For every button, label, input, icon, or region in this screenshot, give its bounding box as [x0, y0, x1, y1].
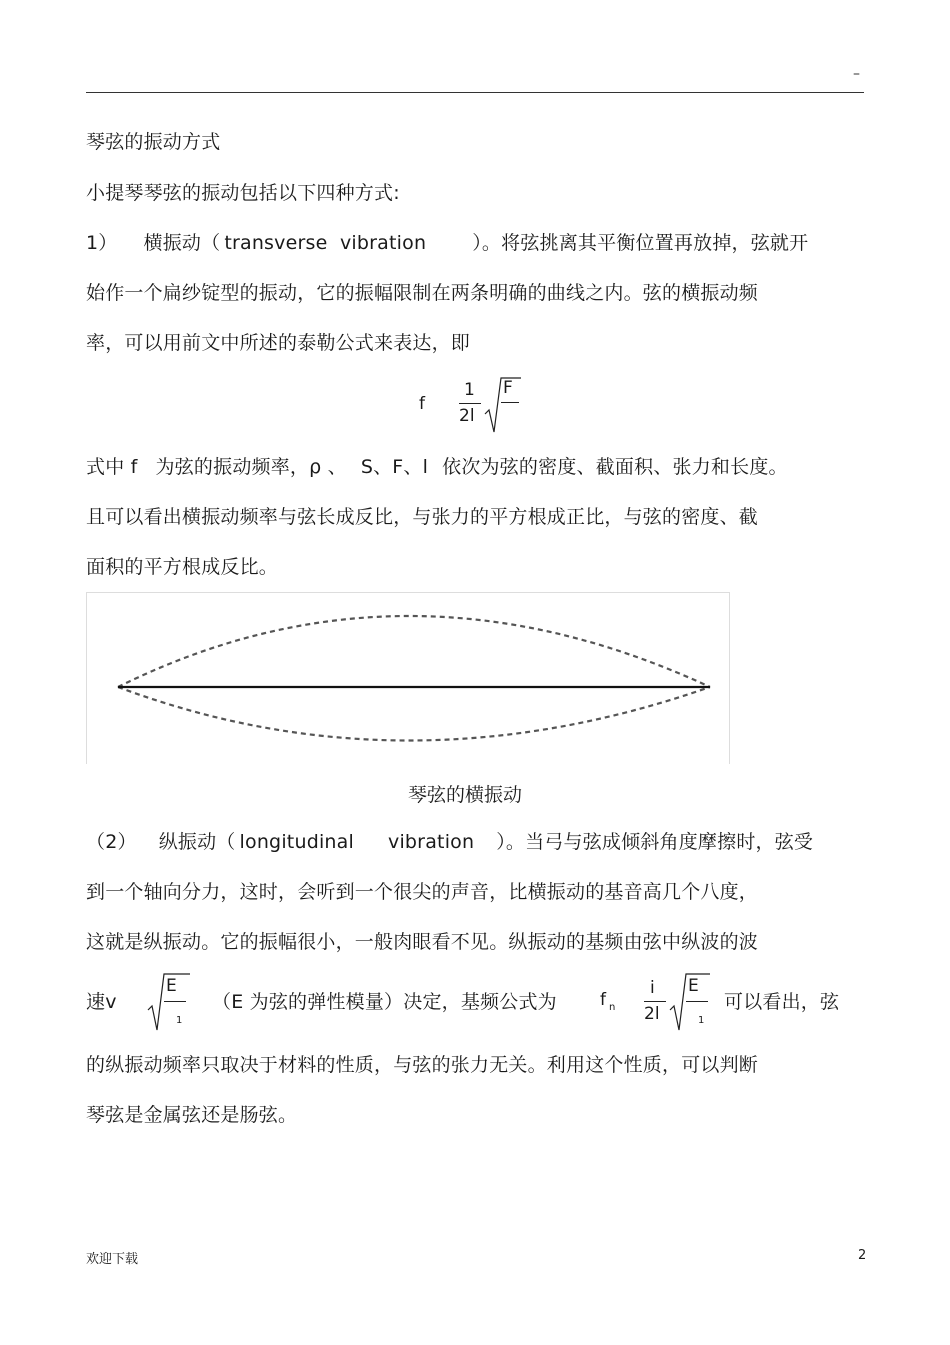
- p3-label: 纵振动（: [158, 831, 236, 853]
- p2-line3: 面积的平方根成反比。: [86, 556, 279, 578]
- p1-line1: [86, 231, 808, 255]
- formula1-inner-bar: [501, 402, 519, 403]
- p3-term2: vibration: [388, 831, 475, 853]
- footer-download-text: 欢迎下载: [86, 1252, 139, 1267]
- formula2-sub: 1: [176, 1015, 183, 1026]
- p3-line1: [86, 830, 813, 854]
- p3-num: （2）: [86, 831, 137, 853]
- p1-line2: 始作一个扁纱锭型的振动，它的振幅限制在两条明确的曲线之内。弦的横振动频: [86, 282, 759, 304]
- p3-term1: longitudinal: [239, 831, 354, 853]
- formula3-f: f: [600, 990, 606, 1010]
- p3-close: ）。当弓与弦成倾斜角度摩擦时，弦受: [496, 831, 814, 853]
- p2-line1d: 依次为弦的密度、截面积、张力和长度。: [442, 456, 788, 478]
- formula-wave-speed: [146, 970, 192, 1032]
- p3-line6: 琴弦是金属弦还是肠弦。: [86, 1104, 298, 1126]
- formula1-f: f: [419, 394, 425, 414]
- formula-longitudinal-frequency: [598, 970, 716, 1032]
- formula1-fraction-bar: [459, 403, 481, 404]
- p3-line4c: 可以看出，弦: [724, 991, 840, 1013]
- formula2-inner-bar: [164, 1001, 186, 1002]
- formula2-radicand: E: [166, 976, 177, 996]
- figure-caption: 琴弦的横振动: [408, 784, 523, 806]
- formula3-den: 2l: [644, 1004, 660, 1024]
- p2-line1b: 为弦的振动频率，ρ 、: [155, 456, 347, 478]
- page-number: 2: [858, 1248, 867, 1263]
- formula-taylor: [417, 372, 527, 434]
- p3-line2: 到一个轴向分力，这时，会听到一个很尖的声音，比横振动的基音高几个八度，: [86, 881, 759, 903]
- formula3-fsub: n: [609, 1002, 616, 1013]
- section-title: 琴弦的振动方式: [86, 131, 221, 153]
- header-mark: –: [853, 66, 860, 82]
- formula3-inner-bar: [686, 1001, 708, 1002]
- p2-line1a: 式中 f: [86, 456, 138, 478]
- header-rule: [86, 92, 864, 93]
- formula3-fraction-bar: [644, 1001, 666, 1002]
- p3-line4b: （E 为弦的弹性模量）决定，基频公式为: [212, 991, 557, 1013]
- p1-term: transverse vibration: [224, 232, 427, 254]
- p1-line3: 率，可以用前文中所述的泰勒公式来表达，即: [86, 332, 471, 354]
- p2-line1: [86, 455, 788, 479]
- p1-num: 1）: [86, 232, 118, 254]
- upper-envelope-curve: [118, 616, 710, 687]
- formula1-num: 1: [464, 380, 475, 400]
- formula1-radicand: F: [503, 378, 513, 398]
- p3-line3: 这就是纵振动。它的振幅很小，一般肉眼看不见。纵振动的基频由弦中纵波的波: [86, 931, 759, 953]
- p3-line5: 的纵振动频率只取决于材料的性质，与弦的张力无关。利用这个性质，可以判断: [86, 1054, 759, 1076]
- p1-label: 横振动（: [143, 232, 221, 254]
- formula3-num: i: [650, 978, 655, 998]
- formula3-sub: 1: [698, 1015, 705, 1026]
- p2-line1c: S、F、l: [360, 456, 429, 478]
- formula1-den: 2l: [459, 406, 475, 426]
- figure-border: [87, 593, 730, 765]
- transverse-vibration-figure: [86, 592, 730, 764]
- p1-close: ）。将弦挑离其平衡位置再放掉，弦就开: [472, 232, 809, 254]
- intro-line: 小提琴琴弦的振动包括以下四种方式:: [86, 182, 400, 204]
- lower-envelope-curve: [118, 687, 710, 741]
- p2-line2: 且可以看出横振动频率与弦长成反比，与张力的平方根成正比，与弦的密度、截: [86, 506, 759, 528]
- formula3-radicand: E: [688, 976, 699, 996]
- p3-line4a: 速v: [86, 991, 117, 1013]
